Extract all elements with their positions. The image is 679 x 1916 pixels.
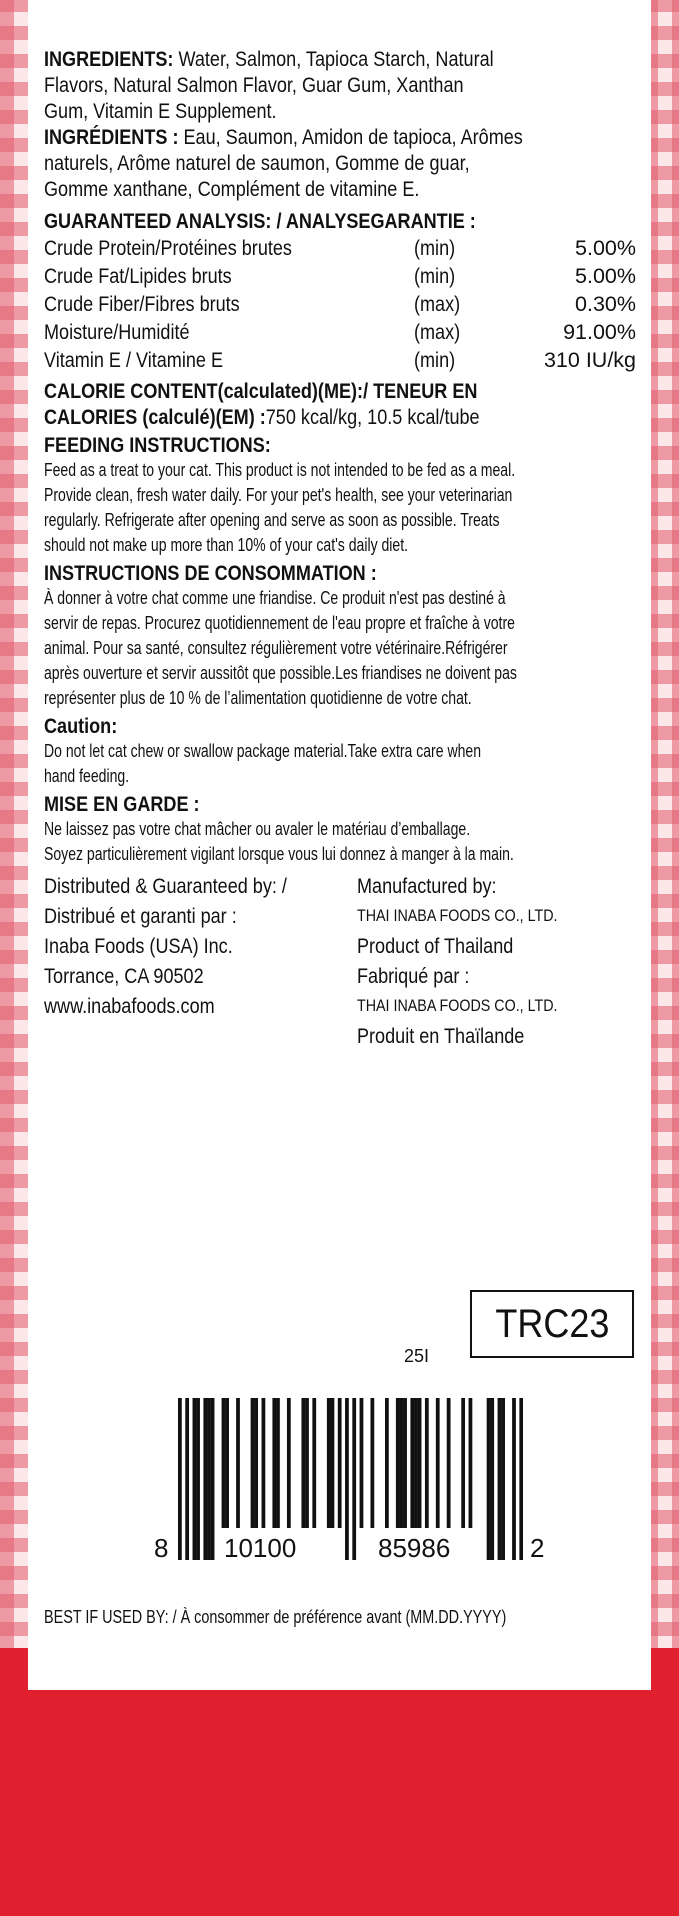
barcode-bar [287,1398,291,1528]
barcode-bar [211,1398,215,1560]
barcode-bar [222,1398,226,1528]
caution-text-fr: Ne laissez pas votre chat mâcher ou avaler le matériau d’emballage. Soyez particulièrement vigilant lorsque vous lui donnez à manger à la main. [44,819,514,864]
analysis-row: Crude Protein/Protéines brutes (min) 5.00% [44,236,636,260]
barcode-bar [262,1398,266,1528]
barcode-bar [396,1398,400,1528]
mise-en-garde-heading: MISE EN GARDE : [44,792,200,816]
caution-heading: Caution: [44,714,118,738]
feeding-instructions-heading: FEEDING INSTRUCTIONS: [44,433,271,457]
instructions-consommation-heading: INSTRUCTIONS DE CONSOMMATION : [44,561,377,585]
analysis-table [44,234,636,374]
ingredients-en-label: INGREDIENTS: [44,47,174,71]
barcode-bar [272,1398,276,1528]
barcode-bar [519,1398,523,1560]
barcode-bar [403,1398,407,1528]
best-by-date: BEST IF USED BY: / À consommer de préférence avant (MM.DD.YYYY) [44,1607,507,1627]
analysis-row: Moisture/Humidité (max) 91.00% [44,320,636,344]
caution-text-en: Do not let cat chew or swallow package material.Take extra care when hand feeding. [44,741,482,786]
feeding-instructions-fr: À donner à votre chat comme une friandise. Ce produit n'est pas destiné à servir de repas. Procurez quotidiennement de l'eau propre et fraîche à votre animal. Pour sa santé, consultez régulièrement votre vétérinaire.Réfrigérer après ouverture et servir aussitôt que possible.Les friandises ne doivent pas représenter plus de 10 % de l’alimentation quotidienne de votre chat. [44,588,517,708]
barcode-bar [236,1398,240,1528]
barcode-digits-left: 10100 [222,1530,298,1566]
barcode-bar [501,1398,505,1560]
barcode-bar [225,1398,229,1528]
distributor-info: Distributed & Guaranteed by: / Distribué et garanti par : Inaba Foods (USA) Inc. Torrance, CA 90502 www.inabafoods.com [44,874,287,1018]
ingredients-fr: INGRÉDIENTS : Eau, Saumon, Amidon de tapioca, Arômes naturels, Arôme naturel de saumon, Gomme de guar, Gomme xanthane, Complément de vitamine E. [44,125,523,201]
barcode-digit-check: 2 [528,1530,546,1566]
barcode-bar [461,1398,465,1528]
barcode-bar [512,1398,516,1560]
barcode-bar [345,1398,349,1560]
barcode-bar [385,1398,389,1528]
barcode-bar [305,1398,309,1528]
calorie-content: CALORIE CONTENT(calculated)(ME):/ TENEUR EN CALORIES (calculé)(EM) :750 kcal/kg, 10.5 kcal/tube [44,379,480,429]
barcode-bar [331,1398,335,1528]
barcode-bar [418,1398,422,1528]
barcode-bar [301,1398,305,1528]
trc-code-box: TRC23 [470,1290,634,1358]
barcode-bar [370,1398,374,1528]
barcode-bar [352,1398,356,1560]
lot-code: 25I [404,1346,430,1366]
barcode-bar [196,1398,200,1560]
ingredients-fr-label: INGRÉDIENTS : [44,125,179,149]
manufacturer-info: Manufactured by: THAI INABA FOODS CO., LTD. Product of Thailand Fabriqué par : THAI INABA FOODS CO., LTD. Produit en Thaïlande [357,874,558,1048]
barcode-bar [425,1398,429,1528]
analysis-row: Crude Fat/Lipides bruts (min) 5.00% [44,264,636,288]
guaranteed-analysis-heading: GUARANTEED ANALYSIS: / ANALYSEGARANTIE : [44,209,476,233]
barcode-bar [276,1398,280,1528]
barcode-digits-right: 85986 [376,1530,452,1566]
barcode-bar [436,1398,440,1528]
barcode-bar [203,1398,207,1560]
barcode-bar [193,1398,197,1560]
barcode-bar [178,1398,182,1560]
barcode-bar [410,1398,414,1528]
barcode-bar [207,1398,211,1560]
barcode-bar [414,1398,418,1528]
analysis-row: Crude Fiber/Fibres bruts (max) 0.30% [44,292,636,316]
feeding-instructions-en: Feed as a treat to your cat. This product is not intended to be fed as a meal. Provide clean, fresh water daily. For your pet's health, see your veterinarian regularly. Refrigerate after opening and serve as soon as possible. Treats should not make up more than 10% of your cat's daily diet. [44,460,516,555]
analysis-row: Vitamin E / Vitamine E (min) 310 IU/kg [44,348,636,372]
barcode-bar [447,1398,451,1528]
label-content [44,46,636,1071]
barcode-bar [327,1398,331,1528]
barcode-bar [338,1398,342,1528]
barcode-bar [251,1398,255,1528]
barcode-bar [254,1398,258,1528]
barcode-bar [469,1398,473,1528]
barcode-bar [312,1398,316,1528]
barcode-bar [185,1398,189,1560]
barcode-bar [360,1398,364,1528]
ingredients-en: INGREDIENTS: Water, Salmon, Tapioca Starch, Natural Flavors, Natural Salmon Flavor, Guar Gum, Xanthan Gum, Vitamin E Supplement. [44,47,494,123]
distribution-block [44,871,636,1071]
barcode-bar [487,1398,491,1560]
barcode-bar [490,1398,494,1560]
barcode-bar [400,1398,404,1528]
barcode-digit-first: 8 [152,1530,170,1566]
barcode-bar [498,1398,502,1560]
